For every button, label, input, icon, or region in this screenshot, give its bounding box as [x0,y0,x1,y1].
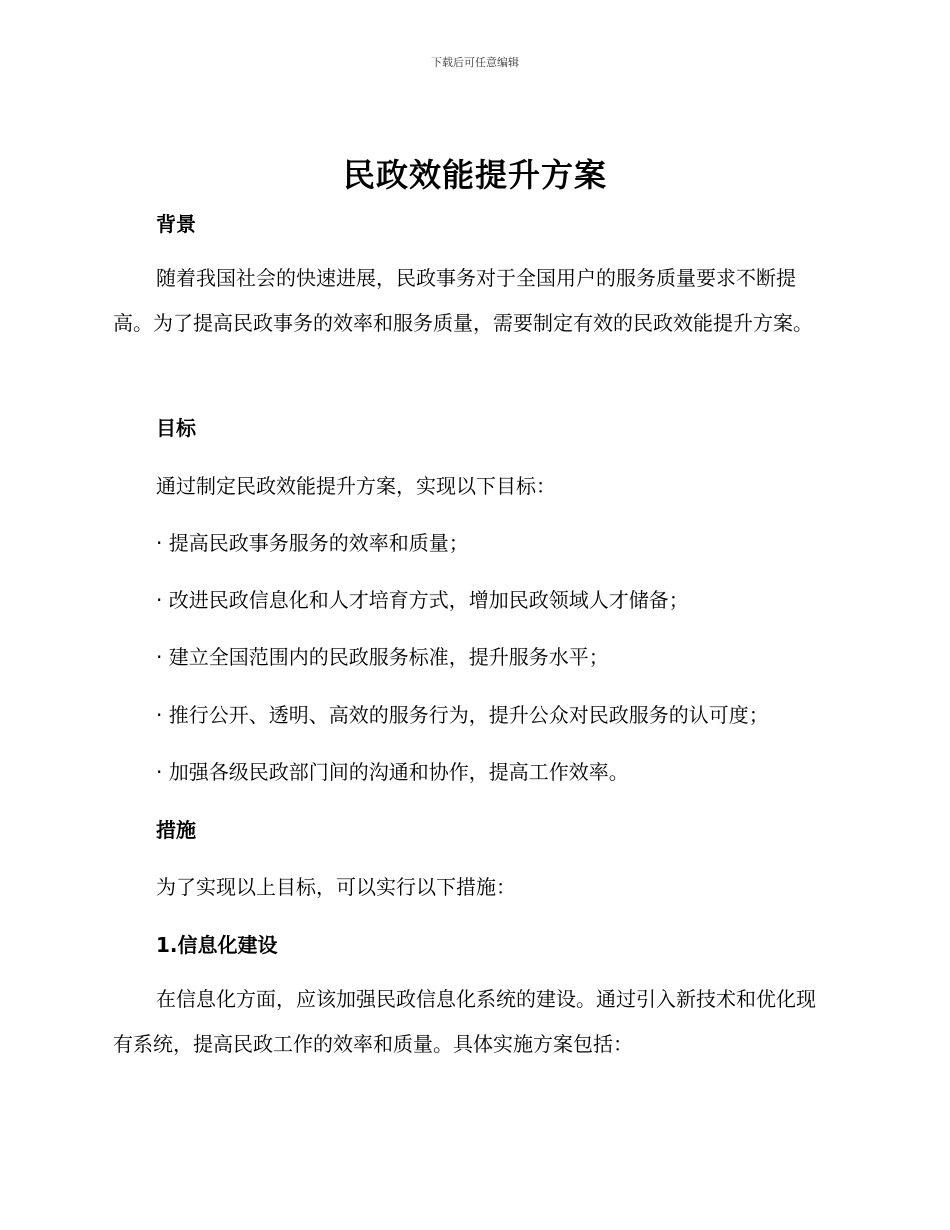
goal-item: · 建立全国范围内的民政服务标准，提升服务水平； [156,645,609,669]
goals-intro: 通过制定民政效能提升方案，实现以下目标： [156,474,556,498]
measures-intro: 为了实现以上目标，可以实行以下措施： [156,875,516,899]
goal-item: · 推行公开、透明、高效的服务行为，提升公众对民政服务的认可度； [156,703,769,727]
section-heading-background: 背景 [156,212,196,236]
goal-item: · 加强各级民政部门间的沟通和协作，提高工作效率。 [156,760,629,784]
document-title: 民政效能提升方案 [342,156,607,194]
section-heading-measures: 措施 [156,818,196,842]
header-watermark: 下载后可任意编辑 [431,56,519,69]
section-heading-goals: 目标 [156,416,196,440]
subsection-heading-informatization: 1.信息化建设 [156,933,278,957]
informatization-paragraph: 在信息化方面，应该加强民政信息化系统的建设。通过引入新技术和优化现有系统，提高民政工作的效率和质量。具体实施方案包括： [113,987,816,1056]
background-paragraph: 随着我国社会的快速进展，民政事务对于全国用户的服务质量要求不断提高。为了提高民政事务的效率和服务质量，需要制定有效的民政效能提升方案。 [113,266,813,335]
goal-item: · 改进民政信息化和人才培育方式，增加民政领域人才储备； [156,588,689,612]
goal-item: · 提高民政事务服务的效率和质量； [156,531,469,555]
